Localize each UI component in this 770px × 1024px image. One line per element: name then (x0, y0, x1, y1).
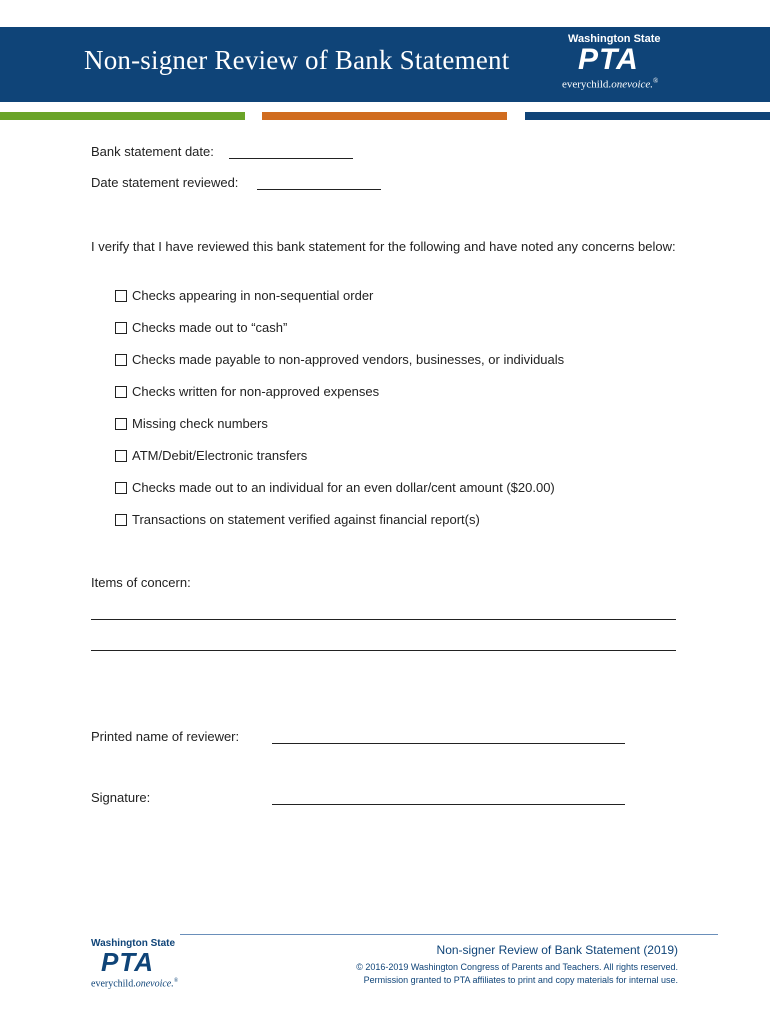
logo-org: PTA (578, 43, 639, 76)
stripe-orange (262, 112, 507, 120)
logo-tagline: everychild.onevoice.® (562, 77, 659, 91)
verify-statement: I verify that I have reviewed this bank statement for the following and have noted any concerns below: (91, 239, 676, 254)
bank-statement-date-label: Bank statement date: (91, 144, 214, 159)
footer-permission: Permission granted to PTA affiliates to print and copy materials for internal use. (363, 975, 678, 985)
footer-pta-logo (91, 938, 191, 990)
checkbox[interactable] (115, 514, 127, 526)
checklist-item-label: Checks written for non-approved expenses (132, 384, 380, 399)
checklist-item-label: Checks made out to “cash” (132, 320, 288, 335)
checklist-item[interactable] (115, 352, 564, 367)
concern-line-1[interactable] (91, 619, 676, 620)
pta-logo (562, 33, 678, 91)
footer-logo-org: PTA (101, 947, 155, 977)
checklist-item[interactable] (115, 448, 307, 463)
bank-statement-date-field[interactable] (229, 158, 353, 159)
checkbox[interactable] (115, 418, 127, 430)
items-of-concern-label: Items of concern: (91, 575, 191, 590)
checkbox[interactable] (115, 450, 127, 462)
signature-field[interactable] (272, 804, 625, 805)
footer-rule (180, 934, 718, 935)
date-reviewed-field[interactable] (257, 189, 381, 190)
date-reviewed-label: Date statement reviewed: (91, 175, 239, 190)
checklist-item[interactable] (115, 384, 379, 399)
checklist-item-label: Checks made payable to non-approved vendors, businesses, or individuals (132, 352, 565, 367)
footer-logo-tagline: everychild.onevoice.® (91, 978, 179, 990)
footer-logo-state: Washington State (91, 938, 176, 949)
checkbox[interactable] (115, 322, 127, 334)
checkbox[interactable] (115, 354, 127, 366)
stripe-green (0, 112, 245, 120)
checklist-item[interactable] (115, 480, 555, 495)
checklist-item-label: Transactions on statement verified against financial report(s) (132, 512, 480, 527)
checklist-item[interactable] (115, 512, 480, 527)
checklist-item-label: Checks made out to an individual for an even dollar/cent amount ($20.00) (132, 480, 555, 495)
checklist-item-label: ATM/Debit/Electronic transfers (132, 448, 308, 463)
logo-state: Washington State (568, 33, 661, 45)
printed-name-label: Printed name of reviewer: (91, 729, 240, 744)
printed-name-field[interactable] (272, 743, 625, 744)
checkbox[interactable] (115, 290, 127, 302)
stripe-blue (525, 112, 770, 120)
footer-title: Non-signer Review of Bank Statement (2019) (436, 943, 678, 957)
checklist-item[interactable] (115, 416, 268, 431)
checklist-item[interactable] (115, 288, 373, 303)
checklist-item-label: Checks appearing in non-sequential order (132, 288, 374, 303)
concern-line-2[interactable] (91, 650, 676, 651)
checkbox[interactable] (115, 386, 127, 398)
checklist-item-label: Missing check numbers (132, 416, 268, 431)
signature-label: Signature: (91, 790, 151, 805)
footer-copyright: © 2016-2019 Washington Congress of Parents and Teachers. All rights reserved. (356, 962, 678, 972)
page-title: Non-signer Review of Bank Statement (84, 45, 510, 75)
checkbox[interactable] (115, 482, 127, 494)
checklist-item[interactable] (115, 320, 287, 335)
